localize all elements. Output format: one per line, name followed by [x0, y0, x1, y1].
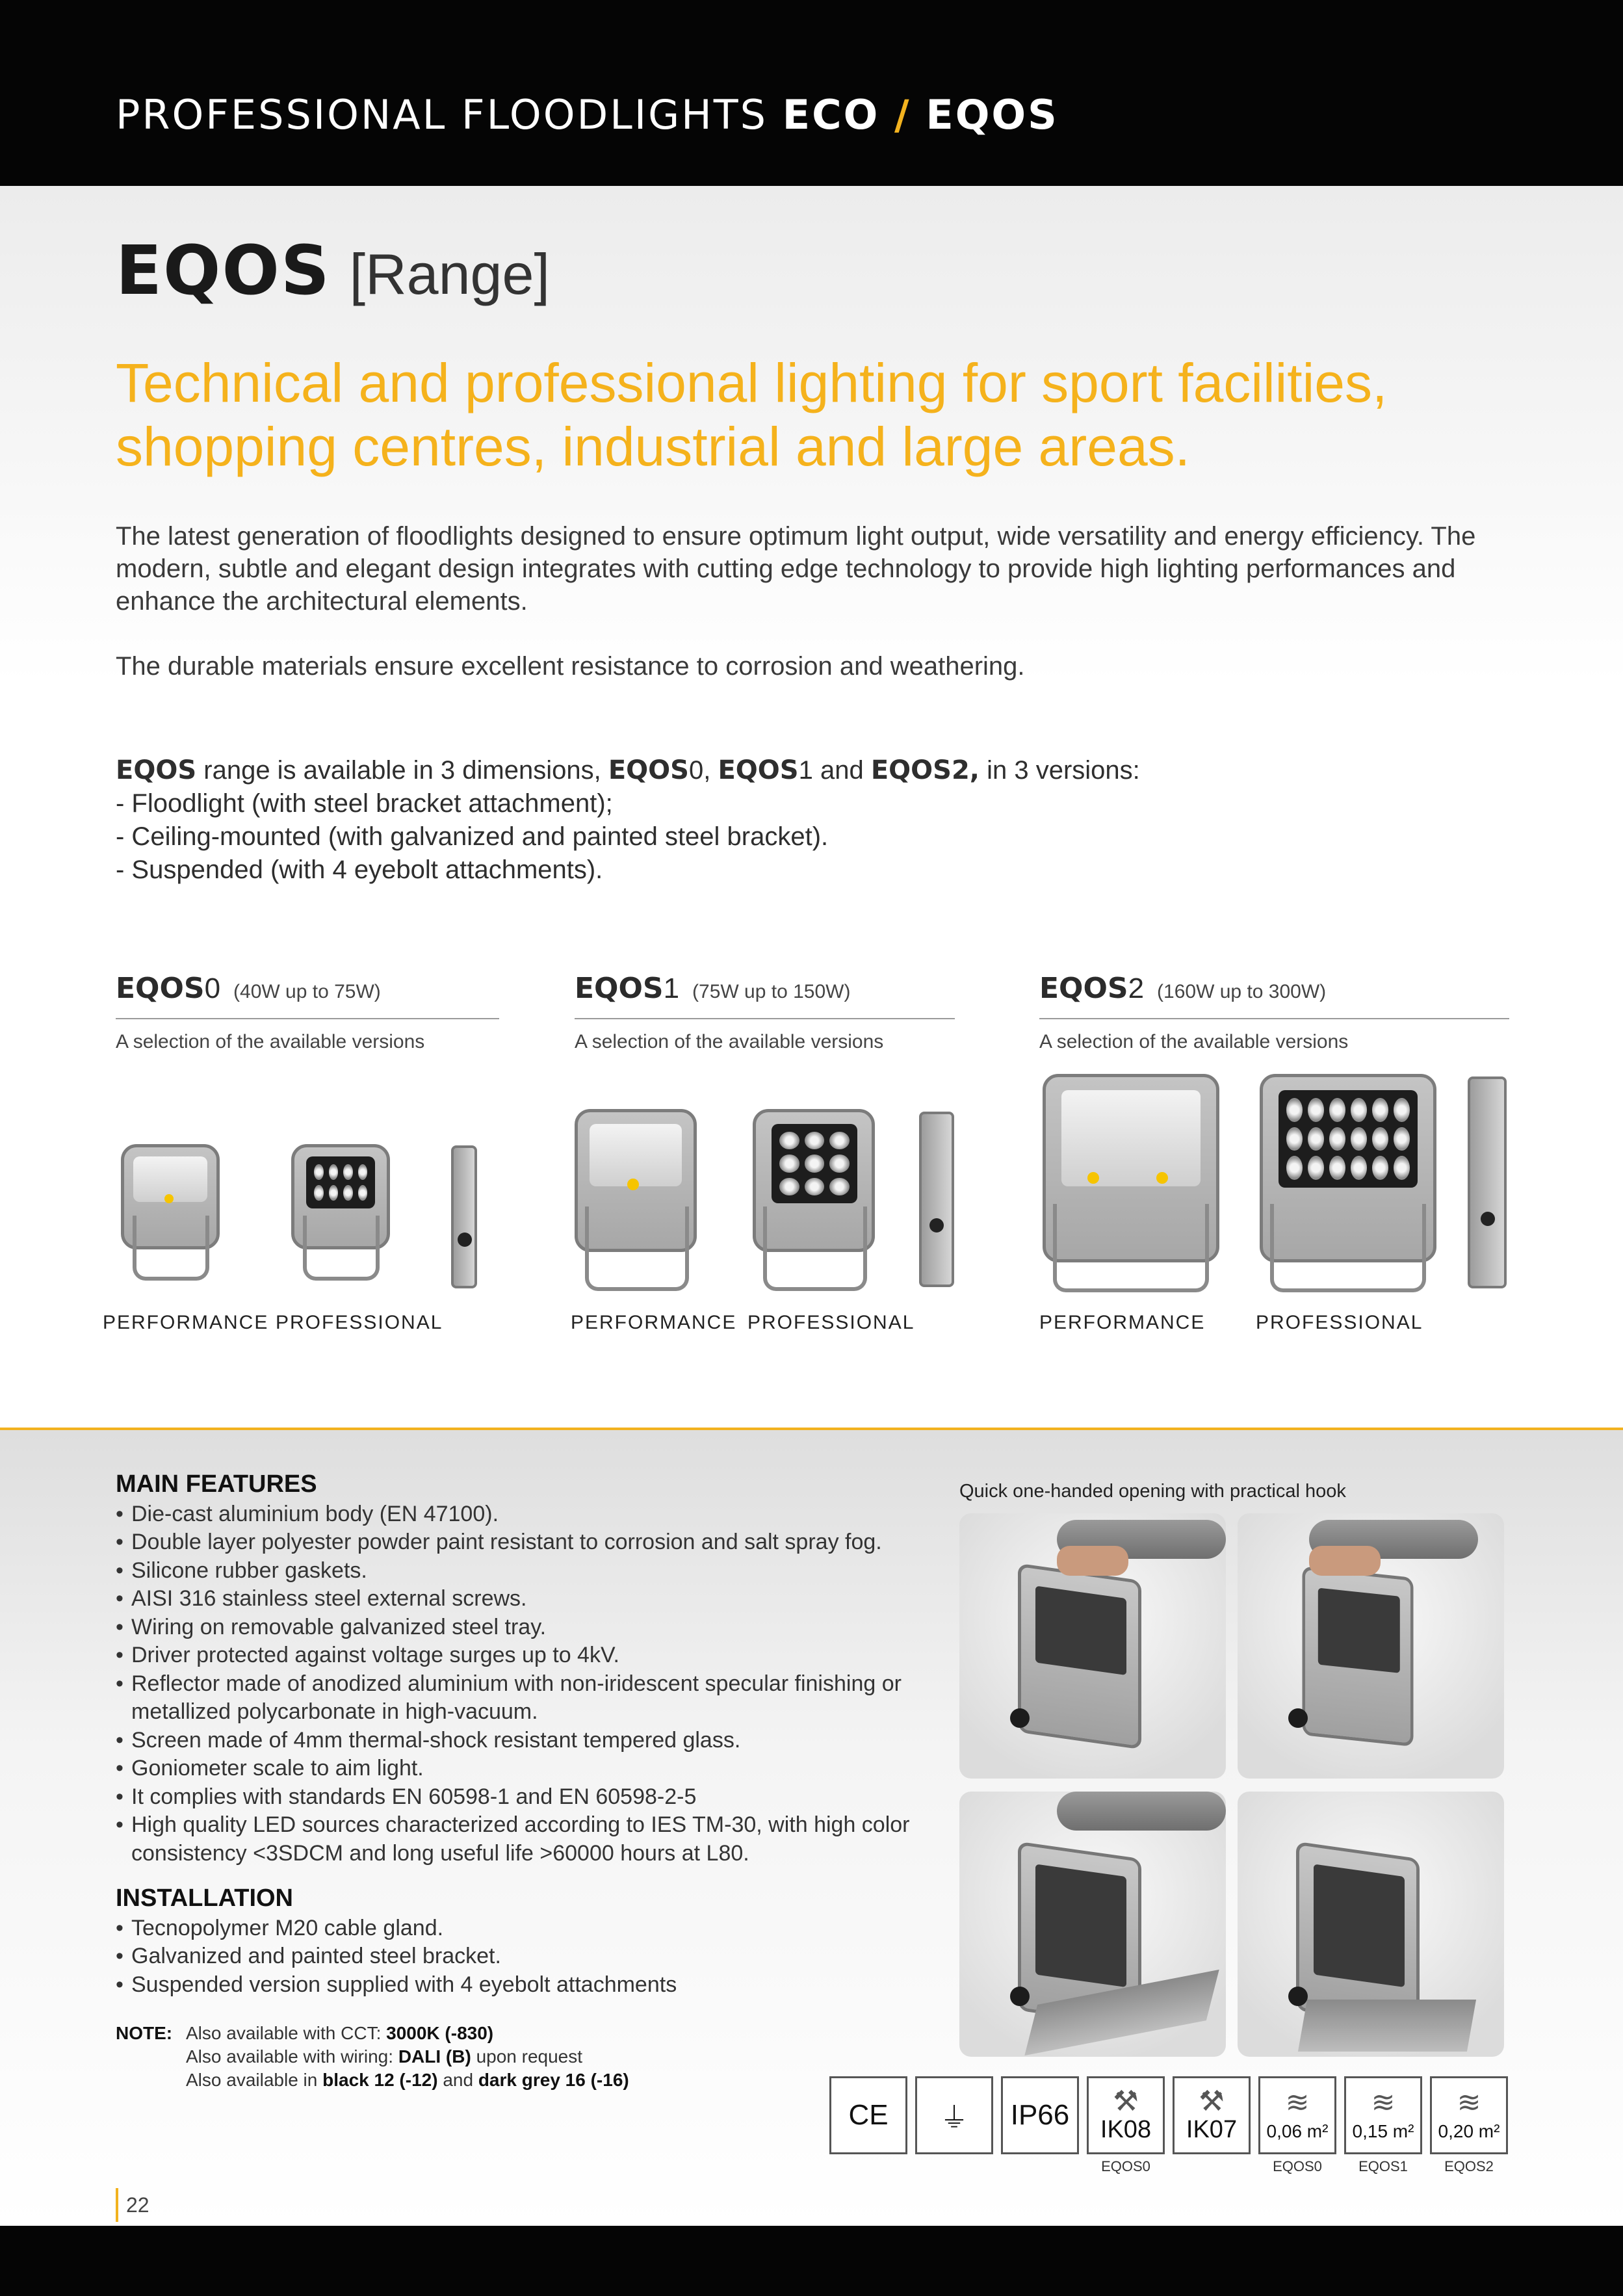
- intro-paragraph: The latest generation of floodlights designed to ensure optimum light output, wide versatility and energy efficiency. The modern, subtle and elegant design integrates with cutting edge technology to provide high lighting performances and enhance the architectural elements.: [116, 522, 1476, 616]
- note-line: Also available with CCT: 3000K (-830): [186, 2023, 494, 2043]
- note-block: [116, 2022, 629, 2092]
- installation-list: [116, 1914, 948, 2000]
- model-column-eqos2: [1039, 972, 1509, 1053]
- feature-item: • It complies with standards EN 60598-1 and EN 60598-2-5: [116, 1783, 948, 1812]
- features-block: [116, 1470, 948, 1999]
- cert-caption: EQOS0: [1273, 2158, 1322, 2174]
- wind-area-icon: ≋ 0,06 m²: [1258, 2076, 1336, 2154]
- feature-item: • Silicone rubber gaskets.: [116, 1557, 948, 1585]
- lamp-eqos1-side: [919, 1112, 954, 1287]
- feature-item: • Screen made of 4mm thermal-shock resistant tempered glass.: [116, 1727, 948, 1755]
- model-column-eqos0: [116, 972, 499, 1053]
- ik08-hammer-icon: ⚒ IK08: [1087, 2076, 1165, 2154]
- version-item: - Suspended (with 4 eyebolt attachments).: [116, 855, 603, 884]
- footer-bar: [0, 2226, 1623, 2296]
- cert-caption: EQOS0: [1101, 2158, 1150, 2174]
- hook-photo-1: [959, 1513, 1226, 1779]
- header-eqos: EQOS: [926, 91, 1059, 138]
- lamp-eqos0-side: [451, 1145, 477, 1288]
- section-divider: [0, 1428, 1623, 1430]
- intro-text: [116, 520, 1526, 715]
- tagline: Technical and professional lighting for sport facilities, shopping centres, industrial and large areas.: [116, 352, 1388, 477]
- feature-item: • Wiring on removable galvanized steel tray.: [116, 1613, 948, 1642]
- model-subtitle: A selection of the available versions: [1039, 1031, 1349, 1052]
- hook-photo-2: [1238, 1513, 1504, 1779]
- earth-ground-icon: ⏚: [915, 2076, 993, 2154]
- dimensions-text: EQOS range is available in 3 dimensions, EQOS0, EQOS1 and EQOS2, in 3 versions: - Floodlight (with steel bracket attachment); - Ceiling-mounted (with galvanized and painted steel bracket). - Suspended (with 4 eyebolt attachments).: [116, 754, 1526, 887]
- version-item: - Floodlight (with steel bracket attachment);: [116, 789, 613, 818]
- note-label: NOTE:: [116, 2023, 173, 2043]
- version-item: - Ceiling-mounted (with galvanized and painted steel bracket).: [116, 822, 829, 851]
- installation-item: • Tecnopolymer M20 cable gland.: [116, 1914, 948, 1943]
- feature-item: • Driver protected against voltage surges up to 4kV.: [116, 1641, 948, 1670]
- ip66-icon: IP66: [1001, 2076, 1079, 2154]
- header-slash: /: [894, 91, 911, 138]
- model-heading: EQOS2 (160W up to 300W): [1039, 972, 1509, 1019]
- intro-paragraph: The durable materials ensure excellent resistance to corrosion and weathering.: [116, 652, 1025, 681]
- feature-item: • Reflector made of anodized aluminium with non-iridescent specular finishing or metallized polycarbonate in high-vacuum.: [116, 1670, 948, 1727]
- installation-item: • Suspended version supplied with 4 eyebolt attachments: [116, 1971, 948, 2000]
- lamp-eqos1-performance: [569, 1109, 706, 1294]
- lamp-eqos1-professional: [747, 1109, 884, 1294]
- features-list: [116, 1500, 948, 1868]
- lamp-eqos2-side: [1468, 1076, 1507, 1288]
- wind-area-icon: ≋ 0,15 m²: [1344, 2076, 1422, 2154]
- note-line: Also available in black 12 (-12) and dark grey 16 (-16): [186, 2070, 629, 2090]
- feature-item: • Die-cast aluminium body (EN 47100).: [116, 1500, 948, 1529]
- cert-caption: EQOS2: [1444, 2158, 1494, 2174]
- version-label-professional: PROFESSIONAL: [276, 1312, 443, 1333]
- page-title: EQOS [Range]: [116, 231, 550, 310]
- version-label-professional: PROFESSIONAL: [747, 1312, 915, 1333]
- version-label-performance: PERFORMANCE: [571, 1312, 737, 1333]
- version-label-professional: PROFESSIONAL: [1256, 1312, 1423, 1333]
- installation-item: • Galvanized and painted steel bracket.: [116, 1942, 948, 1971]
- model-column-eqos1: [575, 972, 955, 1053]
- model-heading: EQOS0 (40W up to 75W): [116, 972, 499, 1019]
- page-number: 22: [116, 2188, 149, 2222]
- lamp-eqos0-professional: [286, 1144, 396, 1294]
- feature-item: • Double layer polyester powder paint resistant to corrosion and salt spray fog.: [116, 1528, 948, 1557]
- hook-caption: Quick one-handed opening with practical hook: [959, 1481, 1346, 1502]
- version-label-performance: PERFORMANCE: [1039, 1312, 1206, 1333]
- feature-item: • AISI 316 stainless steel external screws.: [116, 1585, 948, 1613]
- feature-item: • Goniometer scale to aim light.: [116, 1755, 948, 1783]
- hook-photo-4: [1238, 1792, 1504, 2057]
- model-heading: EQOS1 (75W up to 150W): [575, 972, 955, 1019]
- installation-title: INSTALLATION: [116, 1885, 293, 1912]
- note-line: Also available with wiring: DALI (B) upon request: [186, 2046, 583, 2067]
- header-bar: [0, 0, 1623, 186]
- cert-caption: EQOS1: [1358, 2158, 1408, 2174]
- ce-mark-icon: CE: [829, 2076, 907, 2154]
- lamp-eqos2-professional: [1254, 1074, 1443, 1295]
- ik07-hammer-icon: ⚒ IK07: [1173, 2076, 1251, 2154]
- model-subtitle: A selection of the available versions: [575, 1031, 884, 1052]
- model-subtitle: A selection of the available versions: [116, 1031, 425, 1052]
- wind-area-icon: ≋ 0,20 m²: [1430, 2076, 1508, 2154]
- header-title: PROFESSIONAL FLOODLIGHTS ECO / EQOS: [116, 91, 1059, 138]
- version-label-performance: PERFORMANCE: [103, 1312, 269, 1333]
- header-eco: ECO: [782, 91, 880, 138]
- hook-photo-3: [959, 1792, 1226, 2057]
- lamp-eqos2-performance: [1037, 1074, 1226, 1295]
- features-title: MAIN FEATURES: [116, 1470, 317, 1498]
- lamp-eqos0-performance: [116, 1144, 226, 1294]
- feature-item: • High quality LED sources characterized according to IES TM-30, with high color consistency <3SDCM and long useful life >60000 hours at L80.: [116, 1811, 948, 1868]
